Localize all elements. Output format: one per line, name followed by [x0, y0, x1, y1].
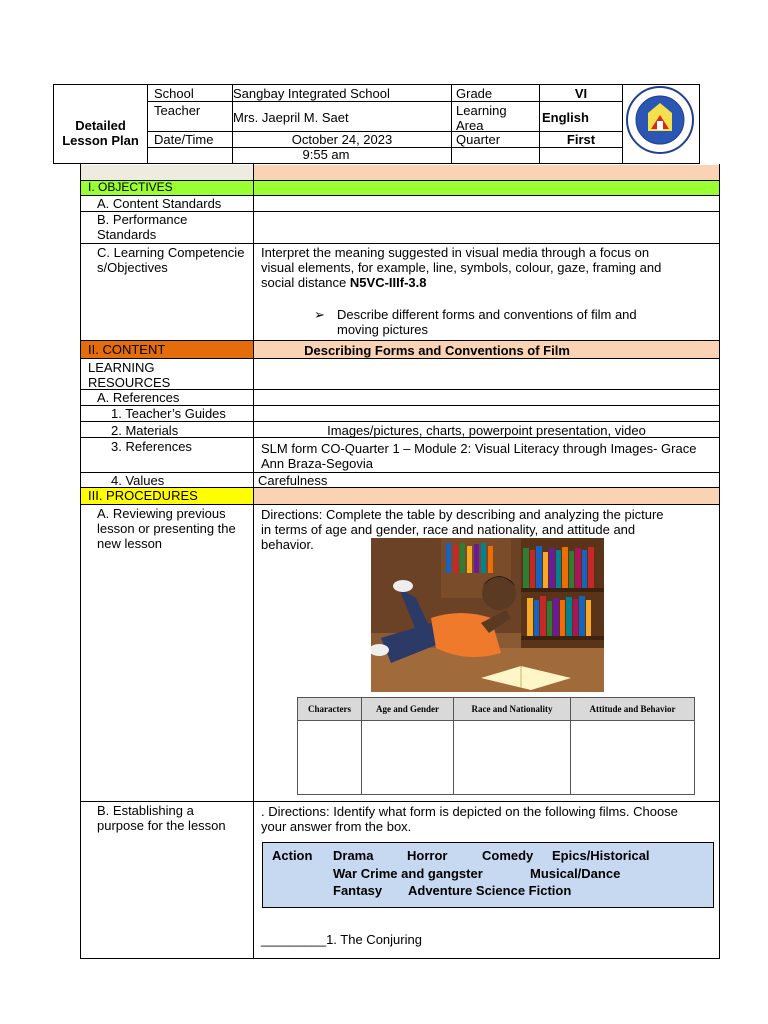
- objectives-heading: I. OBJECTIVES: [88, 180, 173, 194]
- values-label: 4. Values: [111, 473, 165, 488]
- objective-bullet-icon: ➢: [314, 307, 325, 322]
- deped-seal-logo: [625, 85, 695, 155]
- objective-bullet-text: Describe different forms and conventions of film and moving pictures: [337, 307, 637, 337]
- competency-text: [261, 245, 681, 290]
- analysis-header-attitude-behavior: Attitude and Behavior: [570, 698, 694, 721]
- competency-description: Interpret the meaning suggested in visual media through a focus on visual elements, for example, line, symbols, colour, gaze, framing and social distance: [261, 245, 662, 290]
- analysis-table: [297, 697, 695, 795]
- procedure-b-directions: . Directions: Identify what form is depicted on the following films. Choose your answer from the box.: [261, 804, 678, 834]
- film-item-1: [261, 932, 422, 947]
- doc-title: Detailed Lesson Plan: [62, 118, 139, 148]
- analysis-header-characters: Characters: [298, 698, 362, 721]
- choice-fantasy: Fantasy: [333, 883, 383, 898]
- choice-war-crime: War Crime and gangster: [333, 866, 483, 881]
- school-label: School: [154, 86, 194, 101]
- learning-competencies-label: C. Learning Competencies/Objectives: [97, 245, 245, 275]
- area-label: Learning Area: [456, 103, 507, 133]
- content-standards-label: A. Content Standards: [97, 196, 222, 211]
- film-forms-choice-box: [262, 842, 714, 908]
- choice-horror: Horror: [407, 848, 448, 863]
- values-value: Carefulness: [258, 473, 328, 488]
- boy-reading-photo: [371, 538, 604, 692]
- school-value: Sangbay Integrated School: [233, 86, 390, 101]
- procedures-heading: III. PROCEDURES: [88, 488, 198, 503]
- choice-drama: Drama: [333, 848, 374, 863]
- content-title: Describing Forms and Conventions of Film: [304, 343, 570, 358]
- procedure-a-label: A. Reviewing previous lesson or presenting the new lesson: [97, 506, 236, 551]
- content-heading: II. CONTENT: [88, 342, 166, 357]
- time-value: 9:55 am: [302, 147, 350, 162]
- procedure-b-label: B. Establishing a purpose for the lesson: [97, 803, 226, 833]
- references-label: A. References: [97, 390, 180, 405]
- analysis-header-age-gender: Age and Gender: [362, 698, 454, 721]
- choice-adventure-scifi: Adventure Science Fiction: [408, 883, 572, 898]
- materials-value: Images/pictures, charts, powerpoint presentation, video: [327, 423, 646, 438]
- analysis-header-race-nationality: Race and Nationality: [453, 698, 570, 721]
- references-item-label: 3. References: [111, 439, 192, 454]
- analysis-cell[interactable]: [570, 721, 694, 795]
- choice-action: Action: [272, 848, 313, 863]
- choice-comedy: Comedy: [482, 848, 534, 863]
- answer-blank[interactable]: _________: [261, 932, 327, 947]
- learning-resources-label: LEARNING RESOURCES: [88, 360, 171, 390]
- procedures-right-bar: [254, 488, 719, 504]
- datetime-label: Date/Time: [154, 132, 214, 147]
- materials-label: 2. Materials: [111, 423, 179, 438]
- film-item-1-text: 1. The Conjuring: [326, 932, 422, 947]
- grade-value: VI: [574, 86, 588, 101]
- quarter-value: First: [566, 132, 596, 147]
- competency-code: N5VC-IIIf-3.8: [349, 275, 427, 290]
- blank-left-bar: [81, 165, 254, 180]
- choice-musical: Musical/Dance: [530, 866, 621, 881]
- grade-label: Grade: [456, 86, 493, 101]
- analysis-cell[interactable]: [362, 721, 454, 795]
- date-value: October 24, 2023: [291, 132, 393, 147]
- blank-right-bar: [254, 165, 719, 180]
- objectives-bar: [81, 180, 719, 195]
- quarter-label: Quarter: [456, 132, 501, 147]
- analysis-cell[interactable]: [453, 721, 570, 795]
- references-value: SLM form CO-Quarter 1 – Module 2: Visual Literacy through Images- Grace Ann Braza-Segovia: [261, 441, 697, 471]
- analysis-cell[interactable]: [298, 721, 362, 795]
- choice-epics: Epics/Historical: [552, 848, 650, 863]
- procedure-a-directions: Directions: Complete the table by describing and analyzing the picture in terms of age and gender, race and nationality, and attitude and behavior.: [261, 507, 664, 552]
- area-value: English: [542, 110, 589, 125]
- teacher-label: Teacher: [154, 103, 201, 118]
- performance-standards-label: B. Performance Standards: [97, 212, 188, 242]
- teacher-value: Mrs. Jaepril M. Saet: [233, 110, 349, 125]
- teachers-guides-label: 1. Teacher’s Guides: [111, 406, 226, 421]
